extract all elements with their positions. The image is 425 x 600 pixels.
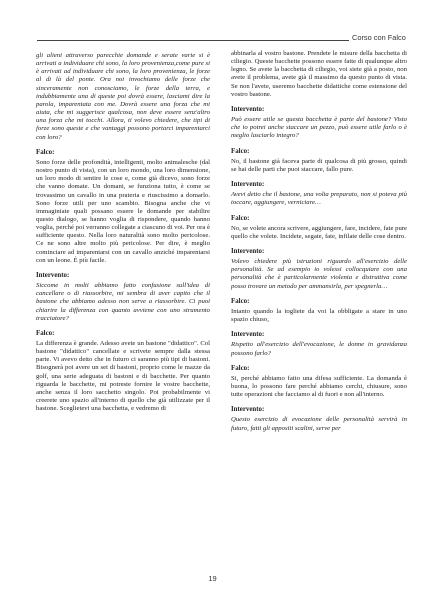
answer-paragraph: Si, perché abbiamo fatto una difesa sufficiente. La domanda è buona, lo possono fare perché abbiamo cerchi, chiusure, sono tutte operazioni che facciamo al di fuori e non all'interno. [231, 374, 407, 399]
answer-paragraph: Intanto quando la togliete da voi la obbligate a stare in uno spazio chiuso, [231, 307, 407, 324]
answer-paragraph: Sono forze delle profondità, intelligenti, molto animalesche (dal nostro punto di vista), con un loro mondo, una loro dimensione, un loro modo di sentire le cose e, come già dicevo, sono forze che vanno domate. Un domani, se funziona tutto, è come se trovassimo un cavallo in una prateria e riuscissimo a domarlo. Sono forze utili per uno scambio. Bisogna anche che vi immaginiate quali possano essere le domande per stabilire questo dialogo, se hanno voglia di rispondere, quando hanno voglia, perché poi verranno collegate a ciascuno di voi. Per ora è sufficiente questo. Nella loro naturalità sono molto pericolose. Ce ne sono altre molto più pericolose. Per dire, è meglio cominciare ad imparentarsi con un cavallo anziché imparentarsi con un leone. È più facile. [36, 158, 210, 264]
running-header: Corso con Falco [352, 33, 406, 42]
left-column [36, 52, 210, 420]
question-paragraph: Può essere utile se questa bacchetta è parte del bastone? Visto che io potrei anche staccare un pezzo, può essere utile farlo o è meglio lasciarlo integro? [231, 116, 407, 140]
question-paragraph: Avevi detto che il bastone, una volta preparato, non si poteva più toccare, aggiungere, verniciare… [231, 191, 407, 207]
answer-paragraph: No, il bastone già faceva parte di qualcosa di più grosso, quindi se hai delle parti che puoi staccare, fallo pure. [231, 157, 407, 173]
speaker-label: Falco: [231, 147, 250, 155]
page-number: 19 [208, 574, 217, 583]
speaker-label: Falco: [36, 148, 55, 156]
speaker-label: Intervento: [231, 247, 265, 255]
right-column [231, 50, 407, 440]
question-paragraph: Questo esercizio di evocazione delle personalità servirà in futuro, fatti gli appositi scalini, serve per [231, 416, 407, 432]
speaker-label: Intervento: [231, 406, 265, 414]
speaker-label: Falco: [231, 214, 250, 222]
speaker-label: Intervento: [36, 271, 70, 279]
question-paragraph: Siccome in molti abbiamo fatto confusione sull'idea di cancellare o di riassorbire, mi sembra di aver capito che il bastone che abbiamo adesso non serve a riassorbire. Ci puoi chiarire la differenza con quanto avviene con uno strumento tracciatore? [36, 282, 210, 322]
speaker-label: Falco: [231, 297, 250, 305]
speaker-label: Intervento: [231, 105, 265, 113]
answer-paragraph: La differenza è grande. Adesso avete un bastone "didattico". Col bastone "didattico" cancellate e scrivete sempre dalla stessa parte. Vi avevo detto che in futuro ci saranno più tipi di bastoni. Bisognerà poi avere un set di bastoni, proprio come le mazze da golf, una serie adeguata di bastoni e di bacchette. Per quanto riguarda le bacchette, mi potreste fornire le vostre bacchette, anche senza il loro sacchetto singolo. Poi probabilmente vi creerete uno spazio all'interno di quello che già utilizzate per il bastone. Sceglietevi una bacchetta, e vedremo di [36, 340, 210, 413]
header-rule [37, 40, 349, 41]
question-paragraph: Rispetto all'esercizio dell'evocazione, le donne in gravidanza possono farlo? [231, 341, 407, 357]
question-paragraph: Volevo chiedere più istruzioni riguardo all'esercizio delle personalità. Se ad esempio io volessi collocquiare con una personalità che è particolarmente violenta e distruttiva come posso trovare un metodo per ammansirla, per spegnerla… [231, 258, 407, 290]
speaker-label: Falco: [231, 364, 250, 372]
speaker-label: Falco: [36, 329, 55, 337]
speaker-label: Intervento: [231, 181, 265, 189]
answer-paragraph: No, se volete ancora scrivere, aggiungere, fare, incidere, fate pure quello che volete. Incidete, segate, fate, infilate delle cose dentro. [231, 224, 408, 240]
speaker-label: Intervento: [231, 331, 265, 339]
question-paragraph: gli alieni attraverso parecchie domande e serate varie si è arrivati a individuare chi sono, la loro provenienza,come pure si è arrivati ad individuare chi sono, la loro provenienza, le forze al di là del ponte. Ora noi invochiamo delle forze che sinceramente non conosciamo, le forze della terra, e indubbiamente una di queste poi dovrà essere, lasciami dire la parola, imparentata con me. Dovrà essere una forza che mi aiuta, che mi suggerisce qualcosa, non deve essere senz'altro una forza che mi tocchi. Allora, ti volevo chiedere, che tipi di forze sono queste e che vantaggi possono portarci imparentarci con loro? [36, 52, 210, 141]
answer-paragraph: abbinarla al vostro bastone. Prendete le misure della bacchetta di ciliegio. Queste bacchette possono essere fatte di qualunque altro legno. Se avete la bacchetta di ciliegio, voi siete già a posto, non avete il problema, avete già il massimo da questo punto di vista. Se non l'avete, useremo bacchette didattiche come estensione del vostro bastone. [231, 50, 407, 98]
